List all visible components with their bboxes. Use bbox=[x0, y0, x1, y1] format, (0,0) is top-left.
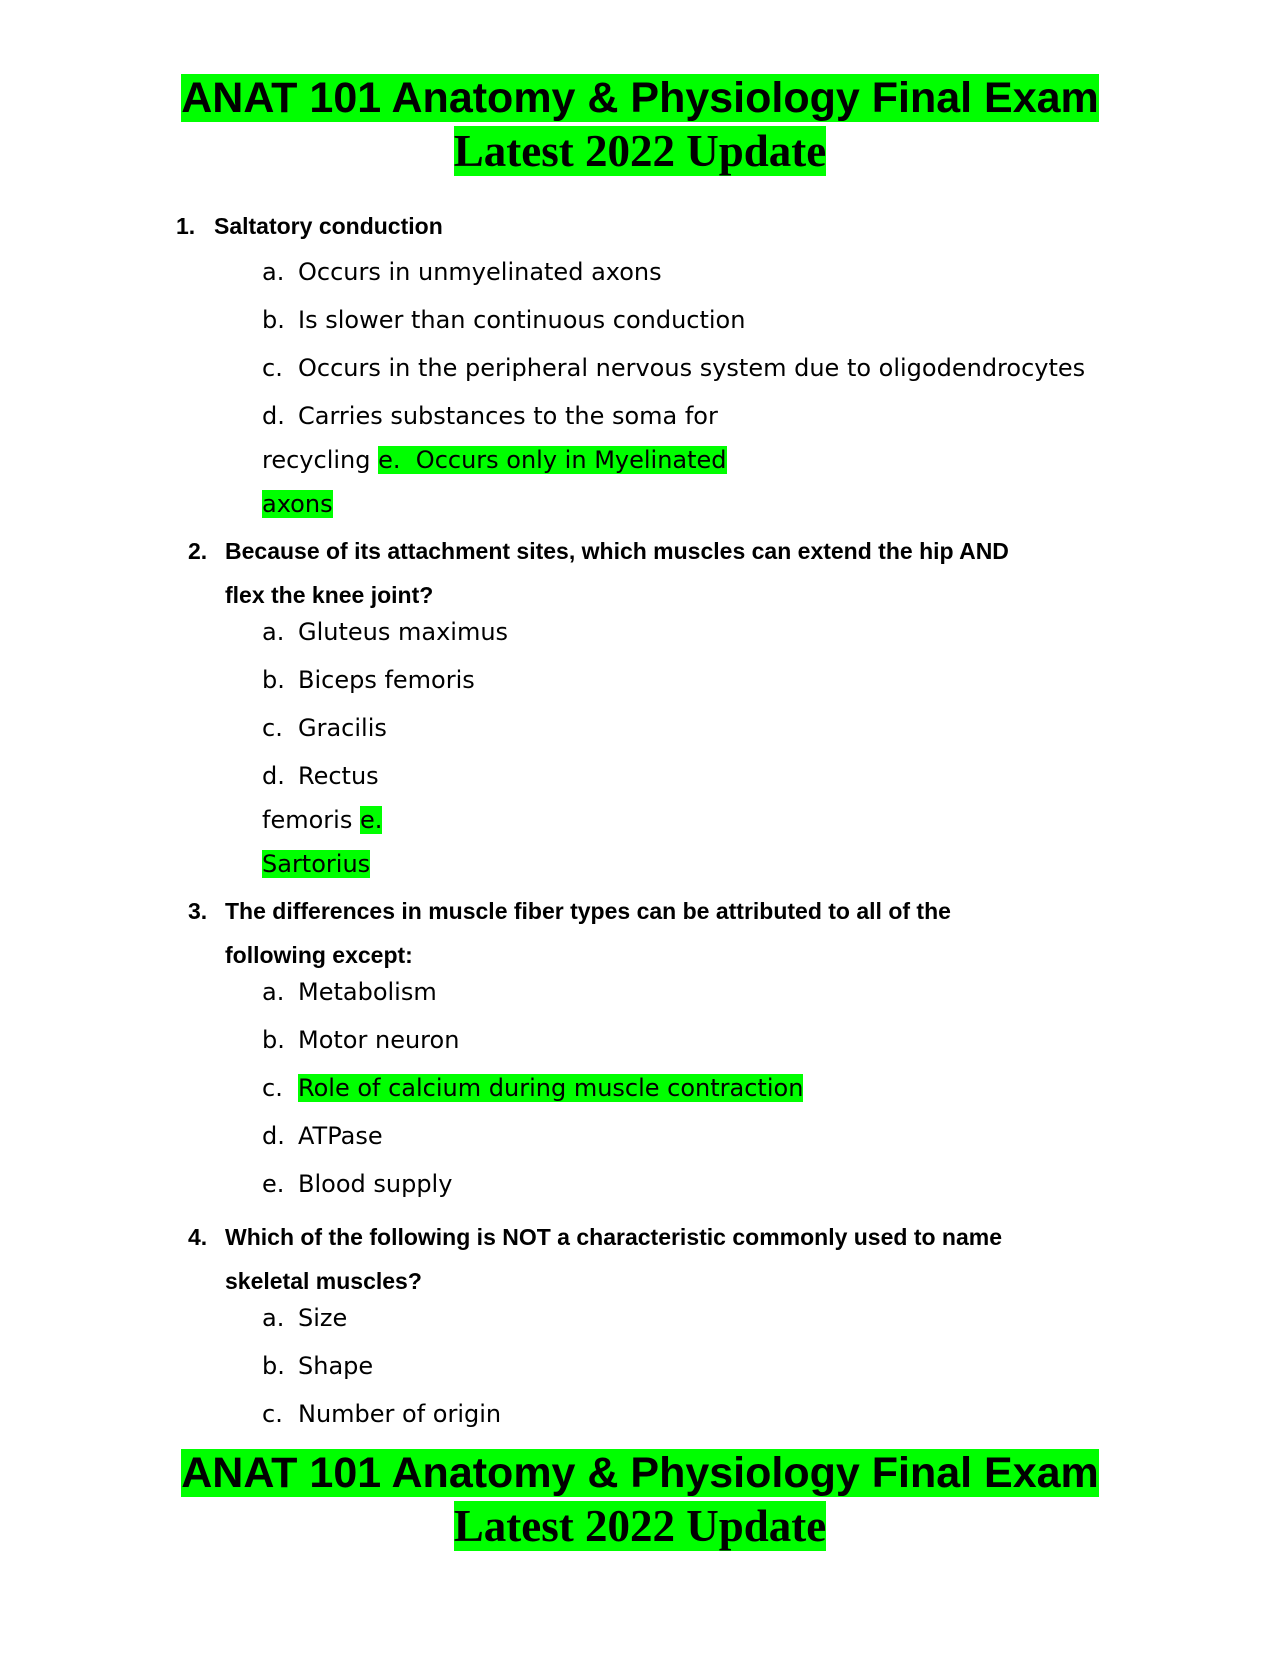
option-b bbox=[262, 1351, 373, 1381]
answer-highlight: Role of calcium during muscle contraction bbox=[298, 1074, 804, 1102]
option-e bbox=[262, 1169, 452, 1199]
option-letter: e. bbox=[262, 1170, 285, 1198]
option-text: Gluteus maximus bbox=[298, 618, 509, 646]
option-text: Carries substances to the soma for bbox=[298, 402, 718, 430]
question-number: 4. bbox=[188, 1224, 208, 1250]
option-e-continuation bbox=[262, 489, 333, 519]
header-title-text: ANAT 101 Anatomy & Physiology Final Exam bbox=[181, 74, 1099, 122]
header-subtitle bbox=[0, 124, 1280, 178]
document-header bbox=[0, 72, 1280, 178]
option-letter: b. bbox=[262, 1026, 285, 1054]
question-text bbox=[225, 529, 1009, 617]
option-a bbox=[262, 617, 508, 647]
option-letter: d. bbox=[262, 1122, 285, 1150]
option-letter: d. bbox=[262, 762, 285, 790]
option-text: Shape bbox=[298, 1352, 374, 1380]
option-letter: a. bbox=[262, 978, 285, 1006]
option-text: Size bbox=[298, 1304, 348, 1332]
option-letter: b. bbox=[262, 306, 285, 334]
option-a bbox=[262, 1303, 347, 1333]
option-text: Biceps femoris bbox=[298, 666, 475, 694]
answer-highlight bbox=[378, 446, 726, 474]
option-d-continuation: recycling bbox=[262, 446, 371, 474]
question-number: 1. bbox=[176, 213, 196, 239]
option-c bbox=[262, 353, 1085, 383]
question-text-line2: skeletal muscles? bbox=[225, 1268, 422, 1294]
option-a bbox=[262, 257, 662, 287]
option-d bbox=[262, 761, 379, 791]
option-text: Occurs in unmyelinated axons bbox=[298, 258, 662, 286]
option-b bbox=[262, 305, 745, 335]
question-text-line2: flex the knee joint? bbox=[225, 582, 434, 608]
option-text: Is slower than continuous conduction bbox=[298, 306, 746, 334]
option-c bbox=[262, 1073, 803, 1103]
footer-title-text: ANAT 101 Anatomy & Physiology Final Exam bbox=[181, 1449, 1099, 1497]
answer-highlight: Sartorius bbox=[262, 850, 371, 878]
question-text-line2: following except: bbox=[225, 942, 413, 968]
option-letter: c. bbox=[262, 1400, 283, 1428]
option-letter: c. bbox=[262, 354, 283, 382]
option-b bbox=[262, 1025, 459, 1055]
option-d-continuation: femoris bbox=[262, 806, 353, 834]
answer-highlight: e. bbox=[359, 806, 383, 834]
question-text bbox=[225, 889, 951, 977]
option-d-wrap-and-e bbox=[262, 445, 727, 475]
option-b bbox=[262, 665, 475, 695]
footer-subtitle bbox=[0, 1499, 1280, 1553]
question-text-line1: The differences in muscle fiber types can be attributed to all of the bbox=[225, 898, 951, 924]
option-text: ATPase bbox=[298, 1122, 383, 1150]
option-d bbox=[262, 1121, 383, 1151]
option-text: Metabolism bbox=[298, 978, 437, 1006]
document-footer bbox=[0, 1447, 1280, 1553]
option-d bbox=[262, 401, 718, 431]
option-c bbox=[262, 1399, 501, 1429]
option-text: Rectus bbox=[298, 762, 379, 790]
option-a bbox=[262, 977, 437, 1007]
option-letter: a. bbox=[262, 1304, 285, 1332]
option-letter: a. bbox=[262, 618, 285, 646]
header-title bbox=[0, 72, 1280, 124]
option-text: Blood supply bbox=[298, 1170, 453, 1198]
question-text-line1: Which of the following is NOT a characteristic commonly used to name bbox=[225, 1224, 1003, 1250]
question-text: Saltatory conduction bbox=[214, 213, 443, 239]
footer-title bbox=[0, 1447, 1280, 1499]
option-text: Motor neuron bbox=[298, 1026, 460, 1054]
option-letter: c. bbox=[262, 1074, 283, 1102]
footer-subtitle-text: Latest 2022 Update bbox=[453, 1501, 827, 1551]
option-letter: b. bbox=[262, 1352, 285, 1380]
option-letter: b. bbox=[262, 666, 285, 694]
question-number: 2. bbox=[188, 538, 208, 564]
option-e-continuation bbox=[262, 849, 370, 879]
option-text: Gracilis bbox=[298, 714, 387, 742]
option-text: Occurs in the peripheral nervous system due to oligodendrocytes bbox=[298, 354, 1086, 382]
question-text bbox=[225, 1215, 1002, 1303]
question-number: 3. bbox=[188, 898, 208, 924]
option-text: Number of origin bbox=[298, 1400, 502, 1428]
option-letter: c. bbox=[262, 714, 283, 742]
option-text: Occurs only in Myelinated bbox=[415, 446, 727, 474]
option-letter: e. bbox=[378, 446, 401, 474]
header-subtitle-text: Latest 2022 Update bbox=[453, 126, 827, 176]
question-text-line1: Because of its attachment sites, which muscles can extend the hip AND bbox=[225, 538, 1009, 564]
option-c bbox=[262, 713, 387, 743]
option-letter: a. bbox=[262, 258, 285, 286]
option-letter: d. bbox=[262, 402, 285, 430]
answer-highlight: axons bbox=[262, 490, 333, 518]
option-d-wrap-and-e bbox=[262, 805, 382, 835]
